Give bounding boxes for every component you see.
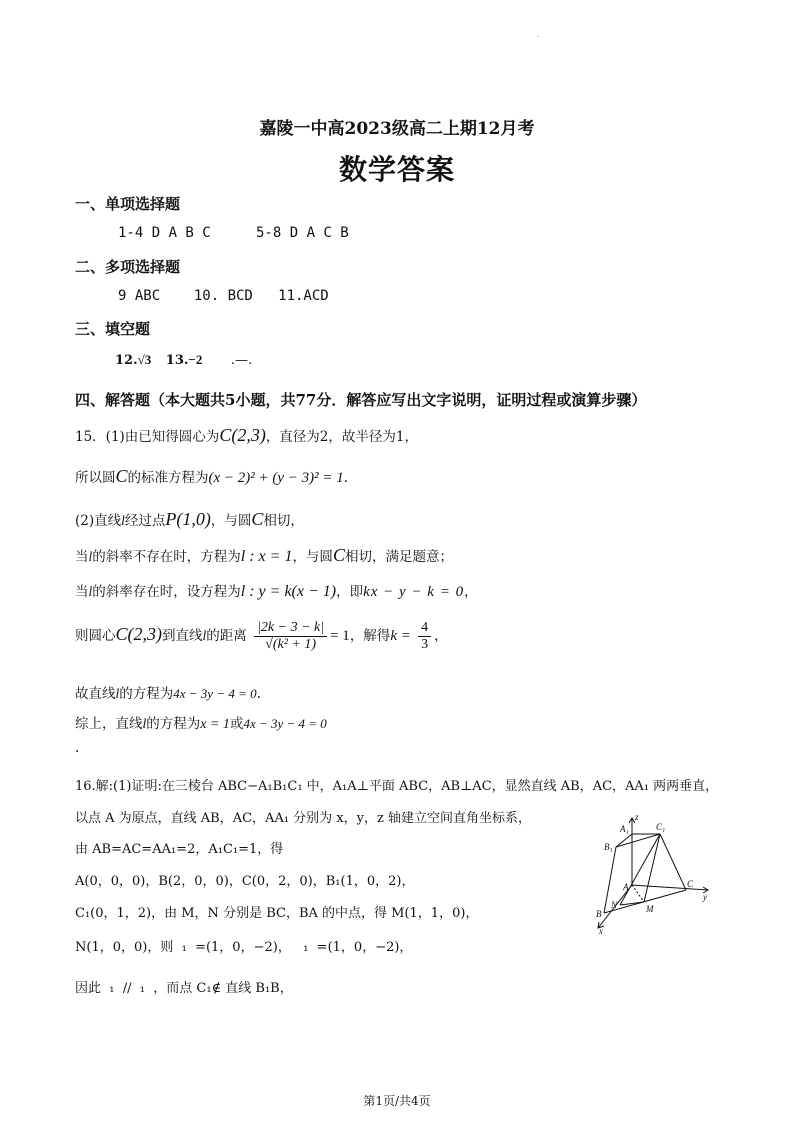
q16-line5: C₁(0，1，2)，由 M，N 分别是 BC，BA 的中点，得 M(1，1，0)， [75, 906, 479, 921]
q16-line4: A(0，0，0)，B(2，0，0)，C(0，2，0)，B₁(1，0，2)， [75, 874, 415, 889]
label-A: A [623, 882, 629, 892]
line-NM [620, 902, 644, 905]
label-A1: A₁ [620, 824, 629, 834]
q16-line1: 16.解:(1)证明:在三棱台 ABC−A₁B₁C₁ 中，A₁A⊥平面 ABC，AB⊥AC，显然直线 AB，AC，AA₁ 两两垂直， [75, 779, 719, 794]
q15-l2-C: C [115, 466, 128, 486]
q15-circle-equation: (x − 2)² + (y − 3)² = 1 [208, 470, 344, 486]
q15-l2-text: 所以圆 [75, 470, 116, 486]
q15-l8-or: 或 [229, 716, 244, 732]
label-C1: C₁ [656, 822, 666, 832]
fill-in-answers [115, 352, 252, 368]
q15-l3-text3: ，与圆 [210, 513, 252, 529]
q15-general-form: kx − y − k = 0 [363, 584, 465, 600]
q15-l6-text3: 的距离 [206, 628, 247, 644]
q15-l7-l: l [115, 686, 120, 701]
q15-line8 [75, 712, 327, 733]
section3-heading: 三、填空题 [75, 320, 151, 338]
frustum-figure [590, 810, 720, 940]
q15-final-line2: 4x − 3y − 4 = 0 [243, 716, 327, 731]
q15-l4-C: C [332, 545, 345, 565]
section1-answers-b: 5-8 D A C B [256, 225, 349, 241]
q15-line7 [75, 682, 261, 702]
q15-l6-end: ， [434, 628, 448, 644]
q12-answer: √3 [137, 352, 152, 367]
q13-label: 13. [165, 353, 189, 368]
q12-label: 12. [115, 353, 138, 368]
line-C1M [644, 834, 660, 902]
label-x: x [599, 926, 603, 936]
section2-heading: 二、多项选择题 [75, 258, 181, 276]
q15-l3-C: C [251, 509, 264, 529]
q15-l7-end: . [256, 686, 261, 702]
q15-l2-text2: 的标准方程为 [127, 470, 209, 486]
q15-l6-text2: 到直线 [162, 628, 203, 644]
q15-line9: . [75, 740, 80, 756]
q15-l4-text3: ，与圆 [292, 549, 333, 565]
y-axis [632, 885, 708, 890]
q15-line1 [75, 425, 418, 446]
q15-l3-text2: 经过点 [124, 513, 166, 529]
q15-l5-end: ， [464, 584, 478, 600]
q15-line2 [75, 466, 348, 487]
label-B: B [596, 909, 602, 919]
q15-l2-end: . [343, 470, 349, 486]
edge-C1C [660, 834, 686, 890]
answer-title: 数学答案 [338, 153, 455, 186]
q15-point-P: P(1,0) [165, 509, 211, 529]
q16-line2: 以点 A 为原点，直线 AB，AC，AA₁ 分别为 x，y，z 轴建立空间直角坐标系， [75, 811, 531, 826]
page-number: 第1页/共4页 [363, 1094, 431, 1108]
q15-l3-l: l [121, 513, 125, 528]
q16-line3: 由 AB=AC=AA₁=2，A₁C₁=1，得 [75, 842, 284, 857]
label-N: N [611, 900, 618, 910]
label-y: y [703, 892, 707, 902]
q13-answer: −2 [188, 352, 203, 367]
q15-l4-text: 当 [75, 549, 89, 565]
q15-k-numerator: 4 [418, 620, 431, 637]
q15-line5 [75, 580, 478, 601]
q15-l3-text4: 相切， [263, 513, 304, 529]
label-z: z [635, 812, 639, 822]
q15-l5-text3: ，即 [336, 584, 364, 600]
q15-l5-text2: 的斜率存在时，设方程为 [92, 584, 241, 600]
q15-k-denominator: 3 [421, 637, 429, 652]
q15-l6-text: 则圆心 [75, 628, 116, 644]
q15-answer-line: 4x − 3y − 4 = 0 [173, 686, 257, 701]
q15-line4 [75, 545, 453, 566]
q15-l8-l: l [142, 716, 147, 731]
q15-l7-text: 故直线 [75, 686, 116, 702]
q15-center-C: C(2,3) [219, 425, 266, 445]
q15-l8-text2: 的方程为 [146, 716, 201, 732]
q14-answer: .—. [230, 353, 253, 368]
q15-l4-l: l [88, 549, 93, 564]
line-C1N [620, 834, 660, 905]
q15-l6-text4: ，解得 [349, 628, 391, 644]
q15-l6-l: l [202, 628, 207, 643]
q15-final-line1: x = 1 [200, 717, 230, 732]
q15-l1-text2: ，直径为2，故半径为1， [265, 429, 418, 445]
q16-line6: N(1，0，0)，则 ₁ =(1，0，−2)， ₁ =(1，0，−2)， [75, 940, 413, 955]
q15-vertical-line: l : x = 1 [240, 548, 293, 565]
q15-l3-text: (2)直线 [75, 513, 122, 529]
section1-heading: 一、单项选择题 [75, 195, 181, 213]
q15-distance-equals: = 1 [330, 628, 350, 644]
q15-l5-text: 当 [75, 584, 89, 600]
q15-l6-center: C(2,3) [115, 624, 162, 644]
label-B1: B₁ [604, 842, 613, 852]
label-M: M [646, 904, 654, 914]
q16-line7: 因此 ₁ // ₁ ，而点 C₁∉ 直线 B₁B， [75, 981, 293, 996]
q15-line6 [75, 620, 448, 653]
q15-l8-text: 综上，直线 [75, 716, 143, 732]
label-C: C [687, 879, 694, 889]
line-AM [632, 885, 644, 902]
section2-answers: 9 ABC 10. BCD 11.ACD [118, 288, 329, 304]
q15-l1-text: 15．(1)由已知得圆心为 [75, 429, 220, 445]
q15-line3 [75, 509, 304, 530]
scan-mark: . [537, 30, 540, 39]
q15-l5-l: l [88, 584, 93, 599]
q15-k-fraction [418, 620, 431, 653]
section1-answers-a: 1-4 D A B C [118, 225, 211, 241]
q15-l4-text4: 相切，满足题意； [344, 549, 453, 565]
q15-l4-text2: 的斜率不存在时，方程为 [92, 549, 241, 565]
section4-heading: 四、解答题（本大题共5小题，共77分．解答应写出文字说明，证明过程或演算步骤） [75, 391, 647, 409]
q15-distance-numerator: |2k − 3 − k| [254, 620, 327, 637]
q15-distance-denominator: √(k² + 1) [265, 637, 317, 652]
q15-slope-line: l : y = k(x − 1) [240, 583, 337, 600]
exam-title: 嘉陵一中高2023级高二上期12月考 [259, 119, 535, 139]
q15-k-equals: k = [390, 628, 411, 644]
q15-distance-fraction [254, 620, 327, 653]
q15-l7-text2: 的方程为 [119, 686, 174, 702]
